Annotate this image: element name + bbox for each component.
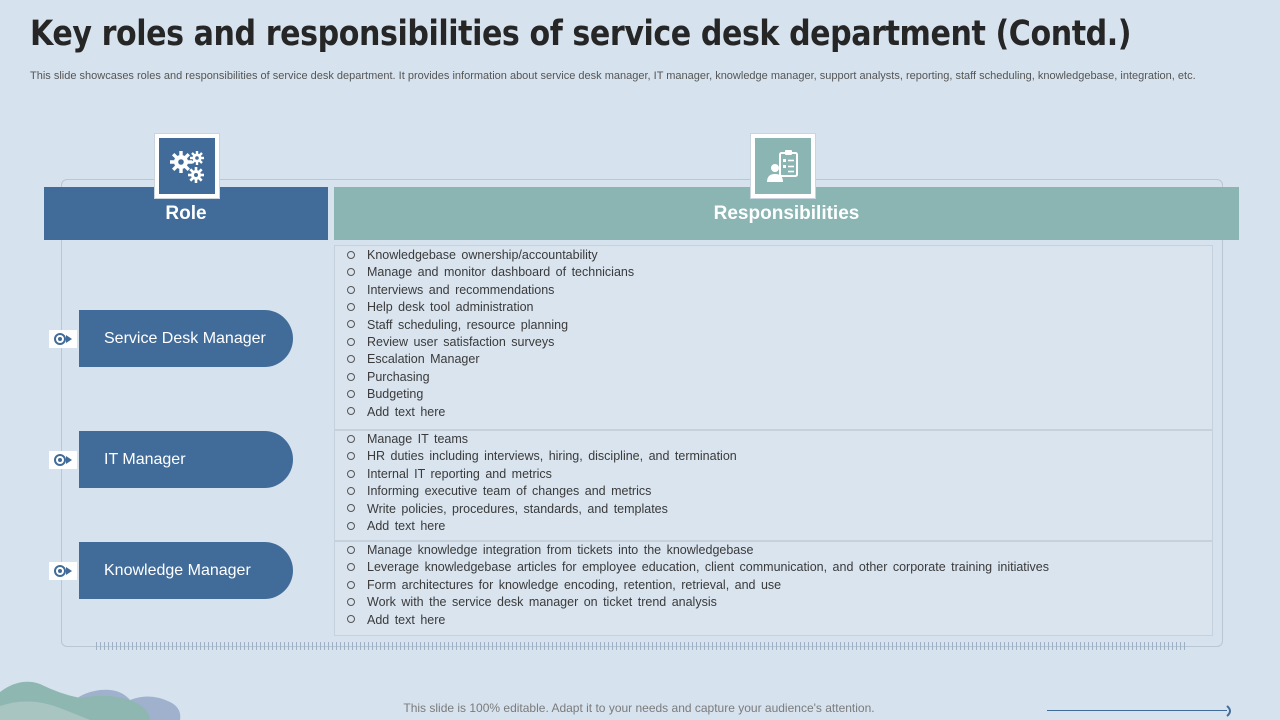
role-knowledge-manager: Knowledge Manager [79, 542, 293, 599]
bullet-icon [347, 470, 355, 478]
bullet-icon [347, 303, 355, 311]
eye-icon [49, 451, 77, 469]
list-item: Informing executive team of changes and metrics [347, 483, 1212, 500]
bullet-icon [347, 452, 355, 460]
bullet-icon [347, 338, 355, 346]
bullet-icon [347, 435, 355, 443]
list-item: Add text here [347, 404, 1212, 421]
gears-icon [167, 148, 207, 184]
bullet-icon [347, 615, 355, 623]
role-service-desk-manager: Service Desk Manager [79, 310, 293, 367]
list-item: Internal IT reporting and metrics [347, 466, 1212, 483]
bullet-icon [347, 251, 355, 259]
responsibilities-header: Responsibilities [334, 187, 1239, 240]
list-item: Review user satisfaction surveys [347, 334, 1212, 351]
bullet-icon [347, 320, 355, 328]
clipboard-person-icon [763, 146, 803, 186]
eye-icon [49, 562, 77, 580]
role-header: Role [44, 187, 328, 240]
responsibilities-block-it-manager [334, 430, 1213, 541]
role-icon-box [155, 134, 219, 198]
bullet-icon [347, 268, 355, 276]
bullet-icon [347, 407, 355, 415]
list-item: Purchasing [347, 369, 1212, 386]
list-item: Staff scheduling, resource planning [347, 317, 1212, 334]
list-item: Add text here [347, 518, 1212, 535]
list-item: Budgeting [347, 386, 1212, 403]
responsibilities-block-service-desk-manager [334, 245, 1213, 430]
chevron-right-icon [1225, 705, 1235, 717]
list-item: Work with the service desk manager on ticket trend analysis [347, 594, 1212, 611]
list-item: Write policies, procedures, standards, and templates [347, 501, 1212, 518]
footer-note: This slide is 100% editable. Adapt it to your needs and capture your audience's attention. [403, 701, 875, 715]
bullet-icon [347, 487, 355, 495]
role-it-manager: IT Manager [79, 431, 293, 488]
list-item: Form architectures for knowledge encoding, retention, retrieval, and use [347, 577, 1212, 594]
eye-icon [49, 330, 77, 348]
bullet-icon [347, 286, 355, 294]
bullet-icon [347, 373, 355, 381]
list-item: HR duties including interviews, hiring, discipline, and termination [347, 448, 1212, 465]
list-item: Knowledgebase ownership/accountability [347, 247, 1212, 264]
list-item: Manage knowledge integration from tickets into the knowledgebase [347, 542, 1212, 559]
list-item: Help desk tool administration [347, 299, 1212, 316]
footer-divider [1047, 710, 1227, 711]
list-item: Escalation Manager [347, 351, 1212, 368]
list-item: Interviews and recommendations [347, 282, 1212, 299]
decorative-hatch [96, 642, 1186, 650]
bullet-icon [347, 355, 355, 363]
bullet-icon [347, 522, 355, 530]
list-item: Add text here [347, 612, 1212, 629]
bullet-icon [347, 581, 355, 589]
list-item: Manage and monitor dashboard of technicians [347, 264, 1212, 281]
bullet-icon [347, 504, 355, 512]
slide-title: Key roles and responsibilities of service desk department (Contd.) [30, 14, 1132, 54]
list-item: Leverage knowledgebase articles for employee education, client communication, and other corporate training initiatives [347, 559, 1212, 576]
bullet-icon [347, 390, 355, 398]
list-item: Manage IT teams [347, 431, 1212, 448]
bullet-icon [347, 546, 355, 554]
responsibilities-icon-box [751, 134, 815, 198]
slide-subtitle: This slide showcases roles and responsibilities of service desk department. It provides information about service desk manager, IT manager, knowledge manager, support analysts, reporting, staff scheduling, knowledgebase, integration, etc. [30, 70, 1196, 82]
bullet-icon [347, 563, 355, 571]
responsibilities-block-knowledge-manager [334, 541, 1213, 636]
bullet-icon [347, 598, 355, 606]
